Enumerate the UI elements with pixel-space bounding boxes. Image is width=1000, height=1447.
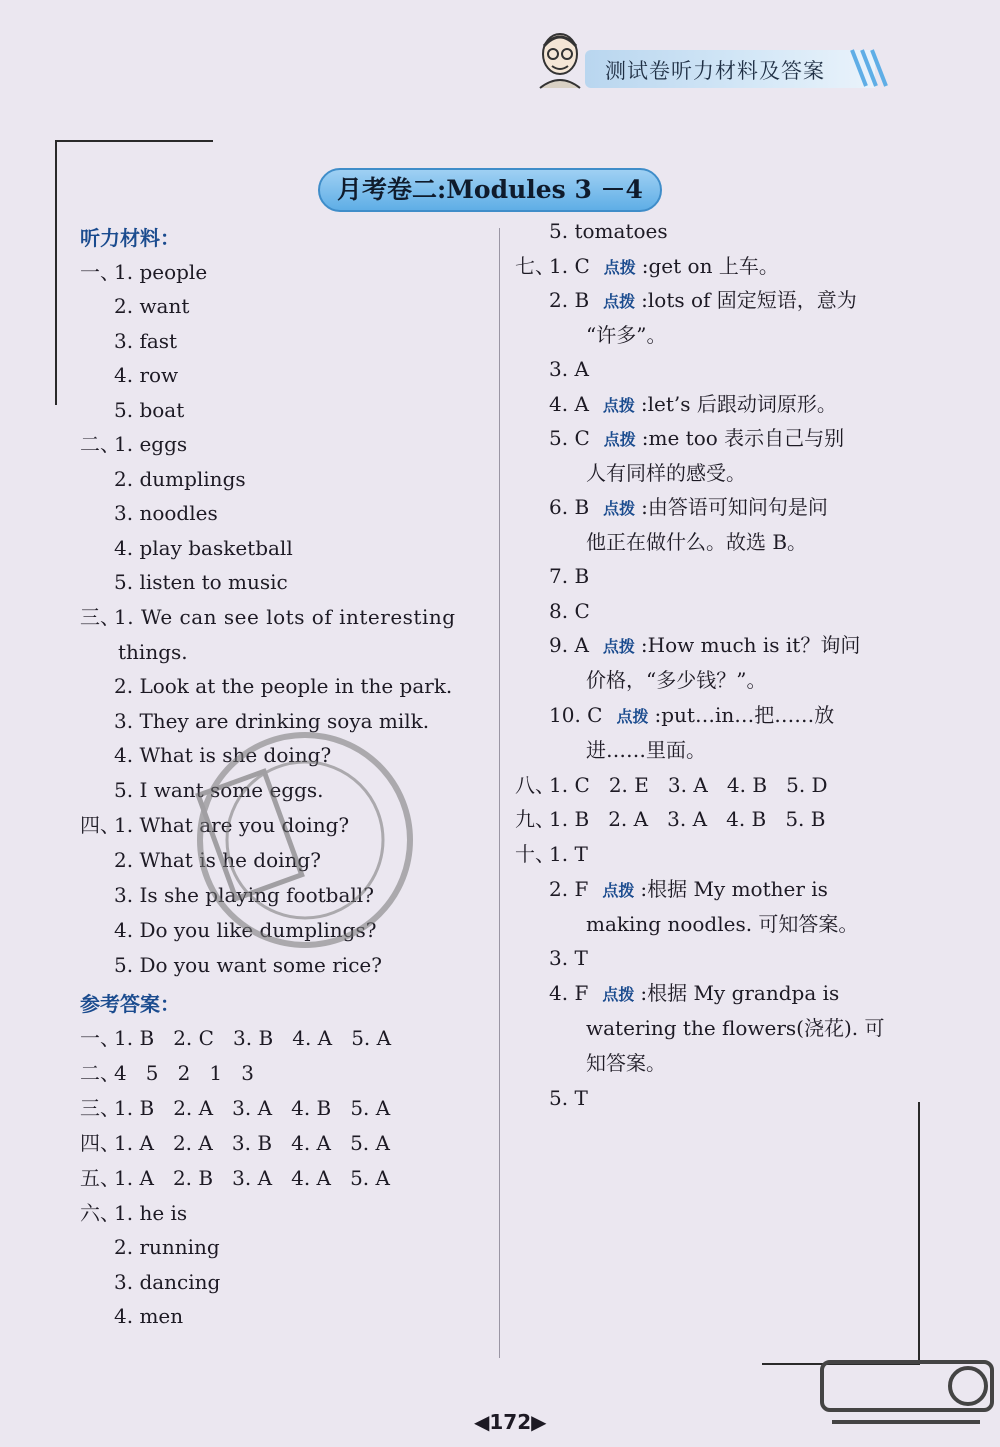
list-item: 5. I want some eggs. [114, 778, 324, 802]
answer-row: 4 5 2 1 3 [114, 1061, 254, 1085]
tip-label: 点拨 [603, 430, 636, 449]
answer-note: :根据 My mother is [640, 877, 828, 901]
answer-note-cont: making noodles. 可知答案。 [586, 912, 859, 936]
answer-note: :lots of 固定短语，意为 [641, 288, 857, 312]
list-item: 4. Do you like dumplings? [114, 918, 377, 942]
answers-r1-label: 一、 [80, 1026, 120, 1050]
answer-num: 10. C [549, 703, 603, 727]
answer-q [549, 875, 828, 905]
answer-row: 1. B 2. A 3. A 4. B 5. B [549, 807, 826, 831]
listening-s3-label: 三、 [80, 605, 120, 629]
list-item: 5. listen to music [114, 570, 288, 594]
answer-num: 3. A [549, 357, 589, 381]
answer-num: 6. B [549, 495, 590, 519]
header-stripes-icon [850, 48, 890, 88]
answer-note: :me too 表示自己与别 [641, 426, 845, 450]
list-item: 5. tomatoes [549, 219, 668, 243]
list-item: 3. Is she playing football? [114, 883, 374, 907]
tip-label: 点拨 [616, 707, 649, 726]
listening-s2-label: 二、 [80, 432, 120, 456]
tip-label: 点拨 [602, 985, 635, 1004]
answers-r3-label: 三、 [80, 1096, 120, 1120]
answer-row: 1. C 2. E 3. A 4. B 5. D [549, 773, 828, 797]
listening-s1-label: 一、 [80, 260, 120, 284]
answer-num: 5. C [549, 426, 590, 450]
tip-label: 点拨 [603, 292, 636, 311]
answer-q [549, 424, 844, 454]
list-item: 4. men [114, 1304, 184, 1328]
list-item: 3. fast [114, 329, 178, 353]
listening-heading: 听力材料： [80, 226, 180, 250]
answer-num: 5. T [549, 1086, 588, 1110]
answer-num: 1. C [549, 254, 590, 278]
answers-s6-label: 六、 [80, 1201, 120, 1225]
header-title: 测试卷听力材料及答案 [605, 59, 825, 83]
answer-num: 7. B [549, 564, 590, 588]
list-item: 3. They are drinking soya milk. [114, 709, 430, 733]
answer-num: 3. T [549, 946, 588, 970]
answer-q [549, 701, 834, 731]
answer-num: 1. T [549, 842, 588, 866]
answer-note: :根据 My grandpa is [640, 981, 840, 1005]
tip-label: 点拨 [603, 499, 636, 518]
answer-num: 8. C [549, 599, 590, 623]
tip-label: 点拨 [602, 396, 635, 415]
answer-num: 4. A [549, 392, 589, 416]
answers-r2-label: 二、 [80, 1061, 120, 1085]
page-number: ◀172▶ [474, 1410, 547, 1434]
answers-s10-label: 十、 [515, 842, 555, 866]
page-title: 月考卷二:Modules 3 －4 [318, 168, 662, 212]
answer-note: :get on 上车。 [641, 254, 779, 278]
list-item: 4. What is she doing? [114, 743, 332, 767]
answer-q [549, 252, 779, 282]
answer-q [549, 390, 837, 420]
answer-row: 1. A 2. A 3. B 4. A 5. A [114, 1131, 390, 1155]
list-item: 2. dumplings [114, 467, 246, 491]
tip-label: 点拨 [603, 258, 636, 277]
answer-row: 1. A 2. B 3. A 4. A 5. A [114, 1166, 390, 1190]
answer-num: 2. F [549, 877, 589, 901]
answer-note-cont: watering the flowers(浇花). 可 [586, 1016, 885, 1040]
answer-note: :How much is it？询问 [640, 633, 861, 657]
list-item: 2. What is he doing? [114, 848, 321, 872]
list-item: 1. he is [114, 1201, 188, 1225]
answers-r5-label: 五、 [80, 1166, 120, 1190]
answer-note-cont: “许多”。 [586, 323, 667, 347]
answer-note: :由答语可知问句是问 [641, 495, 828, 519]
list-item: 2. want [114, 294, 190, 318]
site-logo-icon [820, 1360, 995, 1440]
listening-s4-label: 四、 [80, 813, 120, 837]
frame-line-right [918, 1102, 920, 1364]
answer-q [549, 631, 860, 661]
list-item: 5. boat [114, 398, 185, 422]
answer-note-cont: 他正在做什么。故选 B。 [586, 530, 808, 554]
answer-note-cont: 人有同样的感受。 [586, 461, 746, 485]
list-item: 3. noodles [114, 501, 218, 525]
answer-q [549, 286, 857, 316]
answers-r4-label: 四、 [80, 1131, 120, 1155]
answer-row: 1. B 2. A 3. A 4. B 5. A [114, 1096, 391, 1120]
answer-note-cont: 知答案。 [586, 1051, 666, 1075]
list-item: 1. What are you doing? [114, 813, 350, 837]
author-avatar-icon [532, 28, 588, 92]
list-item: 3. dancing [114, 1270, 221, 1294]
list-item: 1. eggs [114, 432, 188, 456]
answers-heading: 参考答案： [80, 992, 180, 1016]
list-item: 1. people [114, 260, 208, 284]
answer-row: 1. B 2. C 3. B 4. A 5. A [114, 1026, 392, 1050]
tip-label: 点拨 [602, 637, 635, 656]
list-item: 1. We can see lots of interesting [114, 605, 456, 629]
answers-r8-label: 八、 [515, 773, 555, 797]
frame-line-left [55, 140, 57, 405]
frame-line-top-left [55, 140, 213, 142]
list-item: things. [118, 640, 188, 664]
tip-label: 点拨 [602, 881, 635, 900]
answer-num: 9. A [549, 633, 589, 657]
column-divider [499, 228, 500, 1358]
list-item: 4. row [114, 363, 179, 387]
answers-r9-label: 九、 [515, 807, 555, 831]
list-item: 5. Do you want some rice? [114, 953, 382, 977]
answer-note-cont: 价格，“多少钱？”。 [586, 668, 767, 692]
answer-note-cont: 进……里面。 [586, 738, 706, 762]
answer-note: :put…in…把……放 [654, 703, 835, 727]
list-item: 2. running [114, 1235, 220, 1259]
watermark-stamp-icon [185, 720, 425, 960]
answer-note: :let’s 后跟动词原形。 [640, 392, 837, 416]
answer-num: 2. B [549, 288, 590, 312]
answer-num: 4. F [549, 981, 589, 1005]
answers-s7-label: 七、 [515, 254, 555, 278]
list-item: 2. Look at the people in the park. [114, 674, 453, 698]
list-item: 4. play basketball [114, 536, 293, 560]
answer-q [549, 493, 828, 523]
answer-q [549, 979, 839, 1009]
